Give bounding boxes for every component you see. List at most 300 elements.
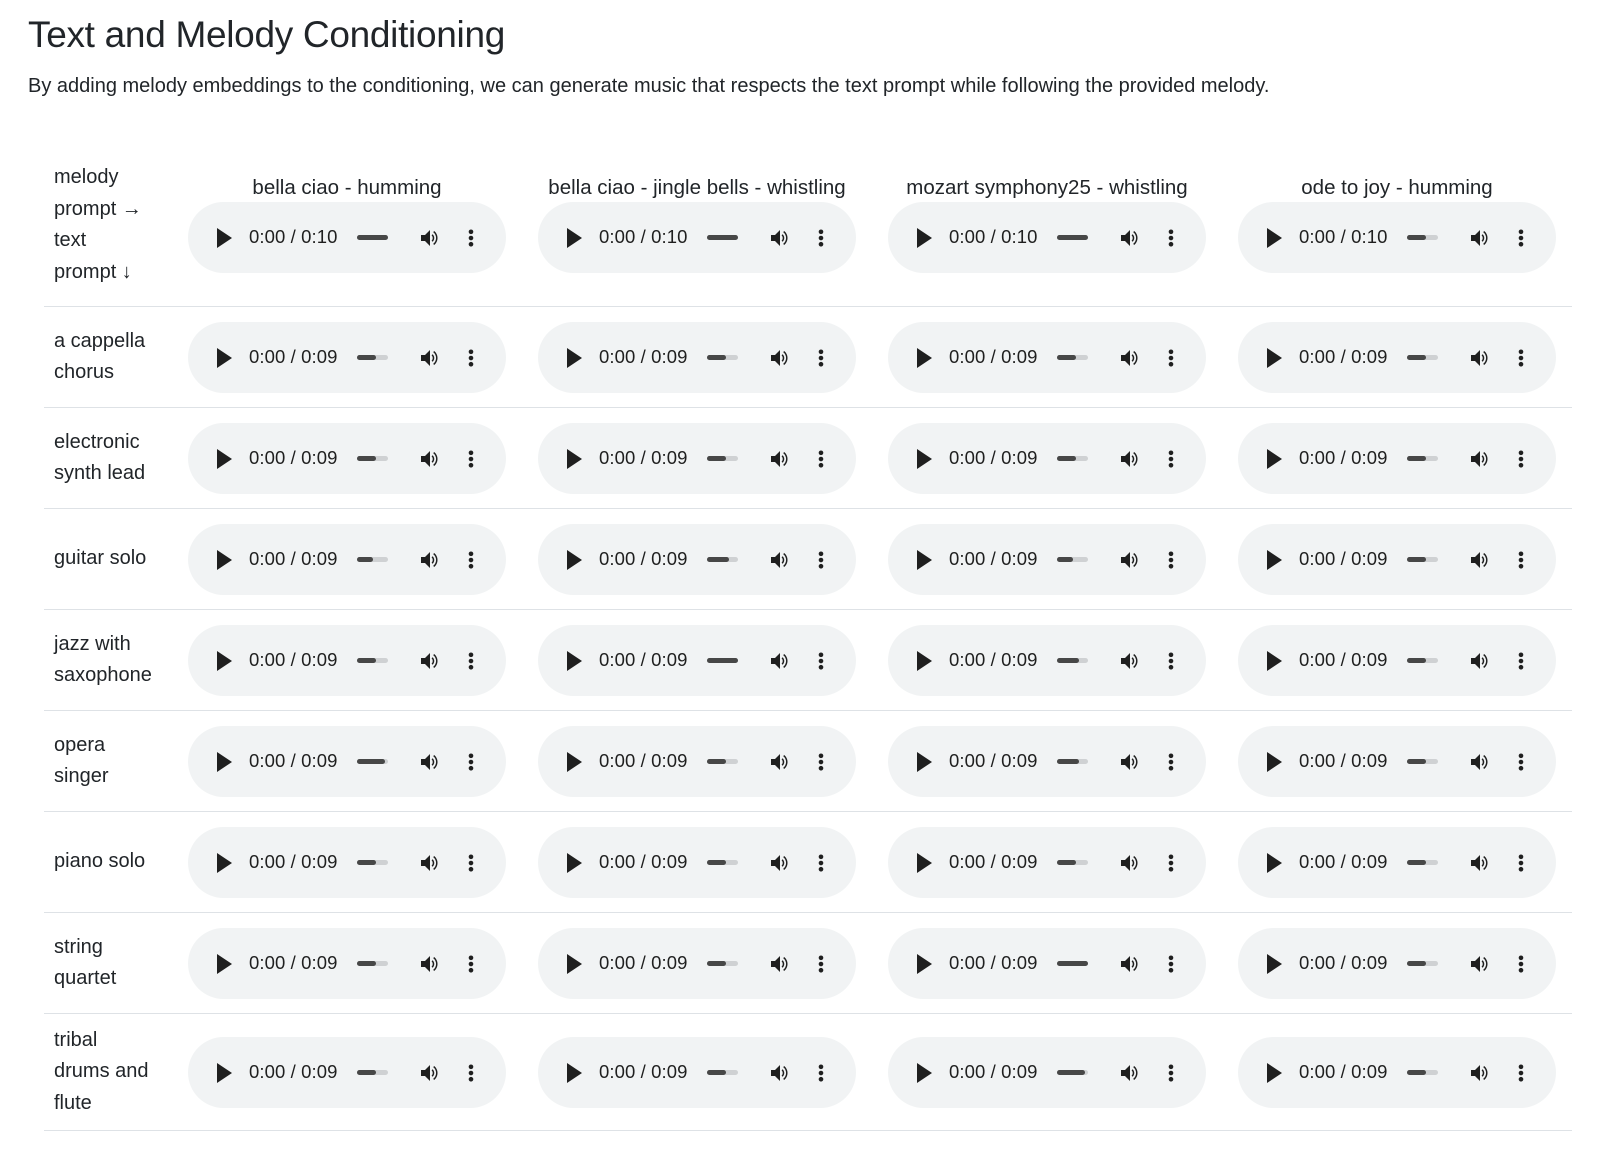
sample-cell [522, 509, 872, 610]
volume-slider[interactable] [707, 658, 738, 663]
more-options-icon[interactable] [1515, 347, 1527, 369]
volume-slider[interactable] [357, 355, 388, 360]
play-icon[interactable] [1264, 1062, 1284, 1084]
time-display: 0:00 / 0:09 [599, 547, 688, 569]
volume-slider[interactable] [707, 557, 738, 562]
sample-cell [1222, 711, 1572, 812]
play-icon[interactable] [564, 347, 584, 369]
more-options-icon[interactable] [1165, 751, 1177, 773]
play-icon[interactable] [914, 448, 934, 470]
more-options-icon[interactable] [465, 953, 477, 975]
volume-slider-fill [1407, 658, 1426, 663]
more-options-icon[interactable] [1165, 852, 1177, 874]
play-icon[interactable] [914, 650, 934, 672]
sample-cell [522, 812, 872, 913]
sample-cell [522, 1014, 872, 1131]
volume-slider[interactable] [1057, 759, 1088, 764]
sample-cell [522, 913, 872, 1014]
sample-cell [1222, 408, 1572, 509]
volume-icon[interactable] [1468, 226, 1492, 250]
volume-icon[interactable] [418, 649, 442, 673]
sample-cell [1222, 1014, 1572, 1131]
more-options-icon[interactable] [815, 852, 827, 874]
time-display: 0:00 / 0:10 [249, 226, 338, 247]
corner-label-line: text [54, 229, 87, 251]
audio-player [1238, 202, 1556, 273]
volume-slider[interactable] [1407, 456, 1438, 461]
time-display: 0:00 / 0:09 [249, 345, 338, 367]
volume-slider[interactable] [1057, 235, 1088, 240]
time-display: 0:00 / 0:09 [1299, 951, 1388, 973]
volume-slider[interactable] [357, 759, 388, 764]
sample-cell [872, 509, 1222, 610]
audio-player [188, 202, 506, 273]
volume-slider-fill [1057, 235, 1088, 240]
text-prompt-label [44, 307, 172, 408]
more-options-icon[interactable] [465, 852, 477, 874]
text-prompt-label [44, 509, 172, 610]
volume-slider-fill [1407, 456, 1426, 461]
volume-slider-fill [1057, 456, 1076, 461]
text-prompt-label [44, 711, 172, 812]
sample-cell [172, 913, 522, 1014]
volume-slider-fill [1057, 1070, 1085, 1075]
text-prompt-label [44, 610, 172, 711]
volume-icon[interactable] [1468, 952, 1492, 976]
audio-player [538, 928, 856, 999]
play-icon[interactable] [1264, 852, 1284, 874]
play-icon[interactable] [214, 650, 234, 672]
volume-icon[interactable] [418, 1061, 442, 1085]
sample-cell [522, 711, 872, 812]
sample-cell [172, 812, 522, 913]
volume-slider[interactable] [707, 1070, 738, 1075]
volume-icon[interactable] [1468, 1061, 1492, 1085]
volume-slider[interactable] [1407, 235, 1438, 240]
audio-player [188, 625, 506, 696]
audio-player [1238, 524, 1556, 595]
volume-slider-fill [1057, 860, 1076, 865]
prompt-row [44, 509, 1572, 610]
volume-slider[interactable] [1057, 355, 1088, 360]
play-icon[interactable] [914, 1062, 934, 1084]
play-icon[interactable] [214, 852, 234, 874]
time-display: 0:00 / 0:09 [949, 951, 1038, 973]
more-options-icon[interactable] [815, 549, 827, 571]
play-icon[interactable] [214, 347, 234, 369]
time-display: 0:00 / 0:09 [599, 951, 688, 973]
volume-slider[interactable] [1057, 961, 1088, 966]
audio-player [1238, 928, 1556, 999]
time-display: 0:00 / 0:09 [249, 446, 338, 468]
more-options-icon[interactable] [1165, 227, 1177, 249]
volume-slider[interactable] [707, 961, 738, 966]
audio-player [188, 423, 506, 494]
volume-icon[interactable] [418, 548, 442, 572]
volume-icon[interactable] [768, 226, 792, 250]
text-prompt-line: string [54, 935, 103, 958]
audio-player [538, 625, 856, 696]
volume-slider[interactable] [1407, 759, 1438, 764]
text-prompt-label [44, 408, 172, 509]
text-prompt-line: guitar solo [54, 547, 147, 570]
text-prompt-label [44, 812, 172, 913]
volume-slider[interactable] [1407, 658, 1438, 663]
volume-icon[interactable] [1118, 952, 1142, 976]
corner-label-line: prompt ↓ [54, 260, 132, 283]
text-prompt-line: synth lead [54, 462, 146, 484]
play-icon[interactable] [214, 227, 234, 249]
volume-icon[interactable] [1468, 851, 1492, 875]
melody-column [172, 158, 522, 307]
corner-label-line: melody [54, 166, 119, 188]
time-display: 0:00 / 0:09 [949, 345, 1038, 367]
time-display: 0:00 / 0:09 [599, 850, 688, 872]
volume-slider-fill [707, 355, 726, 360]
play-icon[interactable] [1264, 227, 1284, 249]
more-options-icon[interactable] [465, 347, 477, 369]
text-prompt-line: drums and [54, 1060, 149, 1083]
audio-player [1238, 423, 1556, 494]
sample-cell [1222, 610, 1572, 711]
volume-icon[interactable] [768, 851, 792, 875]
volume-icon[interactable] [1118, 851, 1142, 875]
column-title: mozart symphony25 - whistling [906, 176, 1188, 199]
sample-cell [1222, 913, 1572, 1014]
play-icon[interactable] [914, 227, 934, 249]
sample-cell [172, 711, 522, 812]
sample-cell [872, 812, 1222, 913]
audio-player [1238, 1037, 1556, 1108]
play-icon[interactable] [914, 549, 934, 571]
volume-slider-fill [1057, 961, 1088, 966]
play-icon[interactable] [564, 549, 584, 571]
audio-player [188, 726, 506, 797]
volume-slider-fill [357, 961, 376, 966]
volume-icon[interactable] [1118, 548, 1142, 572]
volume-icon[interactable] [418, 226, 442, 250]
sample-cell [522, 408, 872, 509]
more-options-icon[interactable] [1515, 1062, 1527, 1084]
volume-icon[interactable] [768, 346, 792, 370]
time-display: 0:00 / 0:09 [949, 749, 1038, 771]
sample-cell [522, 307, 872, 408]
volume-slider-fill [707, 860, 726, 865]
audio-player [1238, 322, 1556, 393]
audio-player [888, 625, 1206, 696]
volume-slider-fill [1057, 557, 1073, 562]
volume-icon[interactable] [1468, 447, 1492, 471]
volume-slider-fill [707, 557, 729, 562]
audio-player [888, 827, 1206, 898]
volume-icon[interactable] [1118, 346, 1142, 370]
volume-icon[interactable] [768, 952, 792, 976]
time-display: 0:00 / 0:09 [949, 1060, 1038, 1082]
more-options-icon[interactable] [1165, 448, 1177, 470]
audio-player [888, 423, 1206, 494]
volume-slider-fill [1057, 355, 1076, 360]
prompt-row [44, 711, 1572, 812]
more-options-icon[interactable] [1515, 953, 1527, 975]
more-options-icon[interactable] [465, 1062, 477, 1084]
play-icon[interactable] [1264, 549, 1284, 571]
volume-slider-fill [1407, 235, 1426, 240]
volume-slider[interactable] [707, 759, 738, 764]
text-prompt-line: flute [54, 1091, 92, 1114]
play-icon[interactable] [564, 448, 584, 470]
prompt-row [44, 913, 1572, 1014]
play-icon[interactable] [914, 953, 934, 975]
play-icon[interactable] [1264, 448, 1284, 470]
volume-slider[interactable] [1407, 1070, 1438, 1075]
volume-slider-fill [707, 658, 738, 663]
audio-player [888, 726, 1206, 797]
more-options-icon[interactable] [1165, 549, 1177, 571]
more-options-icon[interactable] [1165, 347, 1177, 369]
play-icon[interactable] [1264, 953, 1284, 975]
time-display: 0:00 / 0:09 [1299, 648, 1388, 670]
volume-icon[interactable] [1468, 548, 1492, 572]
audio-player [888, 322, 1206, 393]
volume-icon[interactable] [768, 1061, 792, 1085]
volume-slider-fill [357, 456, 376, 461]
sample-cell [172, 408, 522, 509]
volume-icon[interactable] [418, 750, 442, 774]
volume-slider-fill [357, 759, 385, 764]
volume-icon[interactable] [1468, 750, 1492, 774]
audio-player [538, 202, 856, 273]
sample-cell [872, 711, 1222, 812]
more-options-icon[interactable] [1515, 751, 1527, 773]
more-options-icon[interactable] [1165, 650, 1177, 672]
volume-slider[interactable] [1407, 860, 1438, 865]
audio-player [188, 524, 506, 595]
prompt-row [44, 408, 1572, 509]
more-options-icon[interactable] [1515, 852, 1527, 874]
time-display: 0:00 / 0:09 [249, 547, 338, 569]
play-icon[interactable] [914, 347, 934, 369]
volume-slider-fill [1407, 355, 1426, 360]
volume-slider-fill [1057, 759, 1079, 764]
time-display: 0:00 / 0:10 [599, 226, 688, 247]
more-options-icon[interactable] [815, 347, 827, 369]
more-options-icon[interactable] [815, 1062, 827, 1084]
more-options-icon[interactable] [465, 549, 477, 571]
volume-icon[interactable] [418, 447, 442, 471]
volume-slider[interactable] [1407, 355, 1438, 360]
volume-slider-fill [1407, 1070, 1426, 1075]
volume-slider[interactable] [357, 860, 388, 865]
volume-icon[interactable] [768, 750, 792, 774]
play-icon[interactable] [564, 1062, 584, 1084]
volume-slider[interactable] [707, 860, 738, 865]
volume-slider[interactable] [707, 355, 738, 360]
sample-cell [1222, 307, 1572, 408]
audio-player [538, 827, 856, 898]
audio-player [538, 524, 856, 595]
play-icon[interactable] [214, 751, 234, 773]
volume-icon[interactable] [418, 952, 442, 976]
volume-slider[interactable] [357, 557, 388, 562]
audio-player [888, 524, 1206, 595]
play-icon[interactable] [1264, 347, 1284, 369]
more-options-icon[interactable] [1165, 1062, 1177, 1084]
time-display: 0:00 / 0:09 [249, 850, 338, 872]
volume-icon[interactable] [1118, 649, 1142, 673]
volume-slider-fill [707, 1070, 726, 1075]
sample-cell [872, 610, 1222, 711]
volume-slider-fill [1407, 860, 1426, 865]
volume-slider-fill [707, 456, 726, 461]
audio-player [888, 202, 1206, 273]
sample-cell [1222, 509, 1572, 610]
volume-icon[interactable] [1468, 649, 1492, 673]
more-options-icon[interactable] [1515, 448, 1527, 470]
more-options-icon[interactable] [815, 448, 827, 470]
play-icon[interactable] [564, 953, 584, 975]
volume-slider[interactable] [357, 1070, 388, 1075]
volume-slider-fill [1057, 658, 1079, 663]
audio-player [1238, 625, 1556, 696]
audio-player [888, 1037, 1206, 1108]
more-options-icon[interactable] [1515, 549, 1527, 571]
time-display: 0:00 / 0:09 [599, 345, 688, 367]
time-display: 0:00 / 0:09 [249, 648, 338, 670]
text-prompt-line: piano solo [54, 850, 146, 873]
sample-cell [872, 913, 1222, 1014]
volume-icon[interactable] [768, 548, 792, 572]
volume-slider[interactable] [1057, 456, 1088, 461]
more-options-icon[interactable] [1165, 953, 1177, 975]
audio-player [188, 827, 506, 898]
play-icon[interactable] [564, 227, 584, 249]
time-display: 0:00 / 0:09 [1299, 446, 1388, 468]
more-options-icon[interactable] [815, 227, 827, 249]
time-display: 0:00 / 0:09 [599, 1060, 688, 1082]
audio-player [1238, 726, 1556, 797]
sample-cell [172, 509, 522, 610]
page-description: By adding melody embeddings to the conditioning, we can generate music that respects the text prompt while following the provided melody. [28, 75, 1270, 97]
melody-column [522, 158, 872, 307]
time-display: 0:00 / 0:09 [1299, 749, 1388, 771]
play-icon[interactable] [214, 549, 234, 571]
volume-slider-fill [707, 961, 726, 966]
volume-slider[interactable] [707, 235, 738, 240]
volume-icon[interactable] [1468, 346, 1492, 370]
melody-header-row [44, 158, 1572, 307]
play-icon[interactable] [914, 852, 934, 874]
time-display: 0:00 / 0:10 [949, 226, 1038, 247]
time-display: 0:00 / 0:09 [949, 547, 1038, 569]
sample-cell [1222, 812, 1572, 913]
volume-icon[interactable] [1118, 750, 1142, 774]
volume-icon[interactable] [418, 851, 442, 875]
play-icon[interactable] [564, 751, 584, 773]
volume-slider[interactable] [707, 456, 738, 461]
play-icon[interactable] [564, 650, 584, 672]
column-title: bella ciao - humming [252, 176, 442, 199]
audio-player [188, 322, 506, 393]
time-display: 0:00 / 0:09 [599, 446, 688, 468]
time-display: 0:00 / 0:09 [1299, 1060, 1388, 1082]
audio-player [188, 1037, 506, 1108]
volume-slider[interactable] [1407, 961, 1438, 966]
audio-player [538, 322, 856, 393]
volume-slider[interactable] [357, 658, 388, 663]
volume-icon[interactable] [768, 649, 792, 673]
volume-slider[interactable] [357, 235, 388, 240]
volume-slider[interactable] [1057, 557, 1088, 562]
text-prompt-label [44, 1014, 172, 1131]
play-icon[interactable] [914, 751, 934, 773]
more-options-icon[interactable] [465, 751, 477, 773]
audio-player [1238, 827, 1556, 898]
melody-column [872, 158, 1222, 307]
more-options-icon[interactable] [465, 650, 477, 672]
volume-slider[interactable] [357, 961, 388, 966]
play-icon[interactable] [1264, 650, 1284, 672]
play-icon[interactable] [214, 1062, 234, 1084]
melody-column [1222, 158, 1572, 307]
play-icon[interactable] [214, 448, 234, 470]
text-prompt-line: tribal [54, 1028, 98, 1051]
more-options-icon[interactable] [1515, 227, 1527, 249]
volume-slider-fill [1407, 759, 1426, 764]
volume-slider-fill [357, 557, 373, 562]
sample-cell [172, 610, 522, 711]
time-display: 0:00 / 0:09 [249, 951, 338, 973]
more-options-icon[interactable] [815, 751, 827, 773]
more-options-icon[interactable] [465, 448, 477, 470]
volume-slider-fill [1407, 557, 1426, 562]
more-options-icon[interactable] [815, 953, 827, 975]
more-options-icon[interactable] [1515, 650, 1527, 672]
play-icon[interactable] [564, 852, 584, 874]
sample-cell [872, 408, 1222, 509]
volume-icon[interactable] [1118, 1061, 1142, 1085]
volume-slider-fill [357, 355, 376, 360]
time-display: 0:00 / 0:09 [1299, 345, 1388, 367]
audio-player [538, 726, 856, 797]
volume-slider[interactable] [1407, 557, 1438, 562]
text-prompt-line: chorus [54, 361, 115, 383]
more-options-icon[interactable] [465, 227, 477, 249]
volume-slider-fill [1407, 961, 1426, 966]
play-icon[interactable] [1264, 751, 1284, 773]
more-options-icon[interactable] [815, 650, 827, 672]
text-prompt-line: a cappella [54, 329, 146, 352]
text-prompt-line: quartet [54, 967, 117, 989]
volume-icon[interactable] [768, 447, 792, 471]
text-prompt-line: jazz with [54, 632, 131, 655]
volume-slider-fill [357, 658, 376, 663]
audio-player [538, 1037, 856, 1108]
time-display: 0:00 / 0:09 [599, 648, 688, 670]
corner-label-line: prompt → [54, 197, 142, 220]
volume-slider[interactable] [1057, 1070, 1088, 1075]
play-icon[interactable] [214, 953, 234, 975]
volume-slider[interactable] [357, 456, 388, 461]
volume-icon[interactable] [1118, 226, 1142, 250]
volume-slider-fill [707, 759, 726, 764]
volume-icon[interactable] [1118, 447, 1142, 471]
volume-icon[interactable] [418, 346, 442, 370]
corner-label [44, 158, 172, 307]
column-title: bella ciao - jingle bells - whistling [548, 176, 846, 199]
volume-slider[interactable] [1057, 658, 1088, 663]
volume-slider[interactable] [1057, 860, 1088, 865]
time-display: 0:00 / 0:09 [949, 446, 1038, 468]
